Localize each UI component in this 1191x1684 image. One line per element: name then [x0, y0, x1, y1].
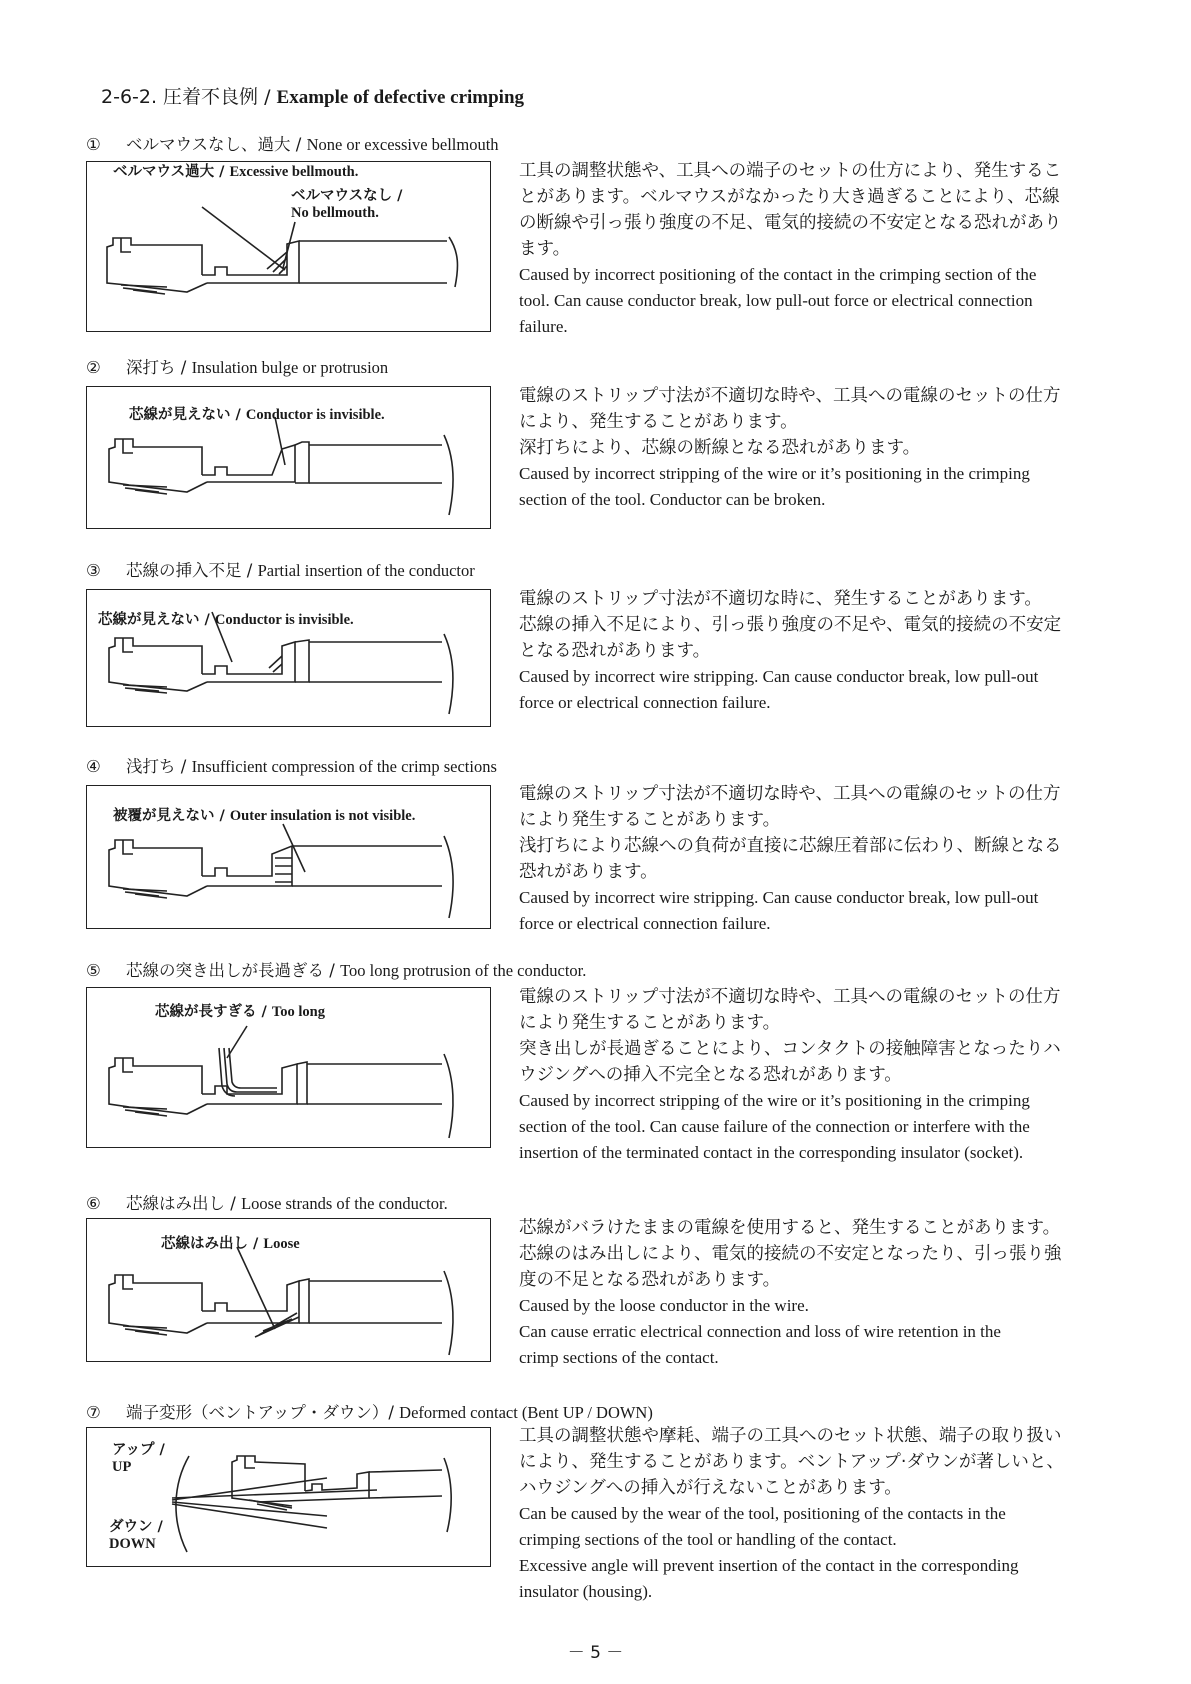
jp-line: となる恐れがあります。	[519, 641, 711, 661]
jp-line: により、発生することがあります。ベントアップ·ダウンが著しいと、	[519, 1452, 1064, 1472]
en-line: Caused by incorrect stripping of the wire or it’s positioning in the crimping	[519, 1091, 1030, 1110]
page-title	[101, 82, 524, 109]
section-2-figure	[86, 386, 491, 529]
section-4-figure	[86, 785, 491, 929]
en-line: Caused by incorrect positioning of the contact in the crimping section of the	[519, 265, 1037, 284]
section-6-figure	[86, 1218, 491, 1362]
en-line: force or electrical connection failure.	[519, 914, 771, 933]
jp-line: 電線のストリップ寸法が不適切な時や、工具への電線のセットの仕方	[519, 784, 1061, 804]
section-3-description	[519, 586, 1119, 716]
jp-line: により発生することがあります。	[519, 1013, 781, 1033]
section-3-figure	[86, 589, 491, 727]
en-line: Can cause erratic electrical connection and loss of wire retention in the	[519, 1322, 1001, 1341]
contact-drawing	[87, 162, 491, 332]
jp-line: 電線のストリップ寸法が不適切な時や、工具への電線のセットの仕方	[519, 386, 1061, 406]
en-line: Excessive angle will prevent insertion of the contact in the corresponding	[519, 1556, 1019, 1575]
jp-line: 芯線がバラけたままの電線を使用すると、発生することがあります。	[519, 1218, 1061, 1238]
jp-line: 工具の調整状態や摩耗、端子の工具へのセット状態、端子の取り扱い	[519, 1426, 1062, 1446]
jp-line: 電線のストリップ寸法が不適切な時に、発生することがあります。	[519, 589, 1042, 609]
label-loose: 芯線はみ出し / Loose	[161, 1236, 300, 1252]
section-5-heading: ⑤ 芯線の突き出しが長過ぎる / Too long protrusion of the conductor.	[86, 961, 587, 980]
jp-line: 度の不足となる恐れがあります。	[519, 1270, 781, 1290]
label-excessive-bellmouth: ベルマウス過大 / Excessive bellmouth.	[113, 164, 359, 180]
en-line: crimp sections of the contact.	[519, 1348, 719, 1367]
section-3-heading: ③ 芯線の挿入不足 / Partial insertion of the conductor	[86, 561, 475, 580]
section-6-description	[519, 1215, 1119, 1371]
section-1-figure	[86, 161, 491, 332]
section-1-heading: ① ベルマウスなし、過大 / None or excessive bellmouth	[86, 135, 499, 154]
label-no-bellmouth: ベルマウスなし / No bellmouth.	[291, 188, 403, 221]
label-down: ダウン / DOWN	[109, 1519, 163, 1552]
en-line: Caused by the loose conductor in the wire.	[519, 1296, 809, 1315]
jp-line: ウジングへの挿入不完全となる恐れがあります。	[519, 1065, 902, 1085]
section-title-en: Example of defective crimping	[276, 87, 525, 108]
label-conductor-invisible: 芯線が見えない / Conductor is invisible.	[98, 612, 354, 628]
en-line: Caused by incorrect wire stripping. Can cause conductor break, low pull-out	[519, 888, 1039, 907]
en-line: failure.	[519, 317, 568, 336]
section-4-heading: ④ 浅打ち / Insufficient compression of the crimp sections	[86, 757, 497, 776]
jp-line: 深打ちにより、芯線の断線となる恐れがあります。	[519, 438, 921, 458]
page-number: － 5 －	[567, 1643, 624, 1663]
label-up: アップ / UP	[112, 1442, 165, 1475]
jp-line: 電線のストリップ寸法が不適切な時や、工具への電線のセットの仕方	[519, 987, 1061, 1007]
section-7-figure	[86, 1427, 491, 1567]
en-line: Caused by incorrect stripping of the wire or it’s positioning in the crimping	[519, 464, 1030, 483]
section-5-figure	[86, 987, 491, 1148]
en-line: force or electrical connection failure.	[519, 693, 771, 712]
section-1-description	[519, 158, 1119, 340]
jp-line: の断線や引っ張り強度の不足、電気的接続の不安定となる恐れがあり	[519, 213, 1062, 233]
jp-line: 浅打ちにより芯線への負荷が直接に芯線圧着部に伝わり、断線となる	[519, 836, 1062, 856]
en-line: insertion of the terminated contact in the corresponding insulator (socket).	[519, 1143, 1024, 1162]
jp-line: 芯線の挿入不足により、引っ張り強度の不足や、電気的接続の不安定	[519, 615, 1062, 635]
label-too-long: 芯線が長すぎる / Too long	[155, 1004, 325, 1020]
jp-line: により、発生することがあります。	[519, 412, 798, 432]
jp-line: 工具の調整状態や、工具への端子のセットの仕方により、発生するこ	[519, 161, 1062, 181]
en-line: crimping sections of the tool or handling of the contact.	[519, 1530, 897, 1549]
jp-line: とがあります。ベルマウスがなかったり大き過ぎることにより、芯線	[519, 187, 1060, 207]
label-outer-insulation-not-visible: 被覆が見えない / Outer insulation is not visible.	[113, 808, 416, 824]
section-code: 2-6-2. 圧着不良例 /	[101, 86, 277, 108]
section-5-description	[519, 984, 1119, 1166]
jp-line: 恐れがあります。	[519, 862, 658, 882]
section-2-heading: ② 深打ち / Insulation bulge or protrusion	[86, 358, 389, 377]
en-line: insulator (housing).	[519, 1582, 653, 1601]
en-line: section of the tool. Conductor can be broken.	[519, 490, 826, 509]
label-conductor-invisible: 芯線が見えない / Conductor is invisible.	[129, 407, 385, 423]
en-line: Caused by incorrect wire stripping. Can cause conductor break, low pull-out	[519, 667, 1039, 686]
section-2-description	[519, 383, 1119, 513]
section-7-description	[519, 1423, 1119, 1605]
en-line: tool. Can cause conductor break, low pull-out force or electrical connection	[519, 291, 1033, 310]
en-line: Can be caused by the wear of the tool, positioning of the contacts in the	[519, 1504, 1006, 1523]
jp-line: により発生することがあります。	[519, 810, 781, 830]
en-line: section of the tool. Can cause failure of the connection or interfere with the	[519, 1117, 1030, 1136]
jp-line: 突き出しが長過ぎることにより、コンタクトの接触障害となったりハ	[519, 1039, 1061, 1059]
section-4-description	[519, 781, 1119, 937]
section-7-heading: ⑦ 端子変形（ベントアップ・ダウン）/ Deformed contact (Bent UP / DOWN)	[86, 1403, 653, 1422]
jp-line: ます。	[519, 239, 571, 259]
section-6-heading: ⑥ 芯線はみ出し / Loose strands of the conductor.	[86, 1194, 448, 1213]
jp-line: 芯線のはみ出しにより、電気的接続の不安定となったり、引っ張り強	[519, 1244, 1062, 1264]
jp-line: ハウジングへの挿入が行えないことがあります。	[519, 1478, 902, 1498]
